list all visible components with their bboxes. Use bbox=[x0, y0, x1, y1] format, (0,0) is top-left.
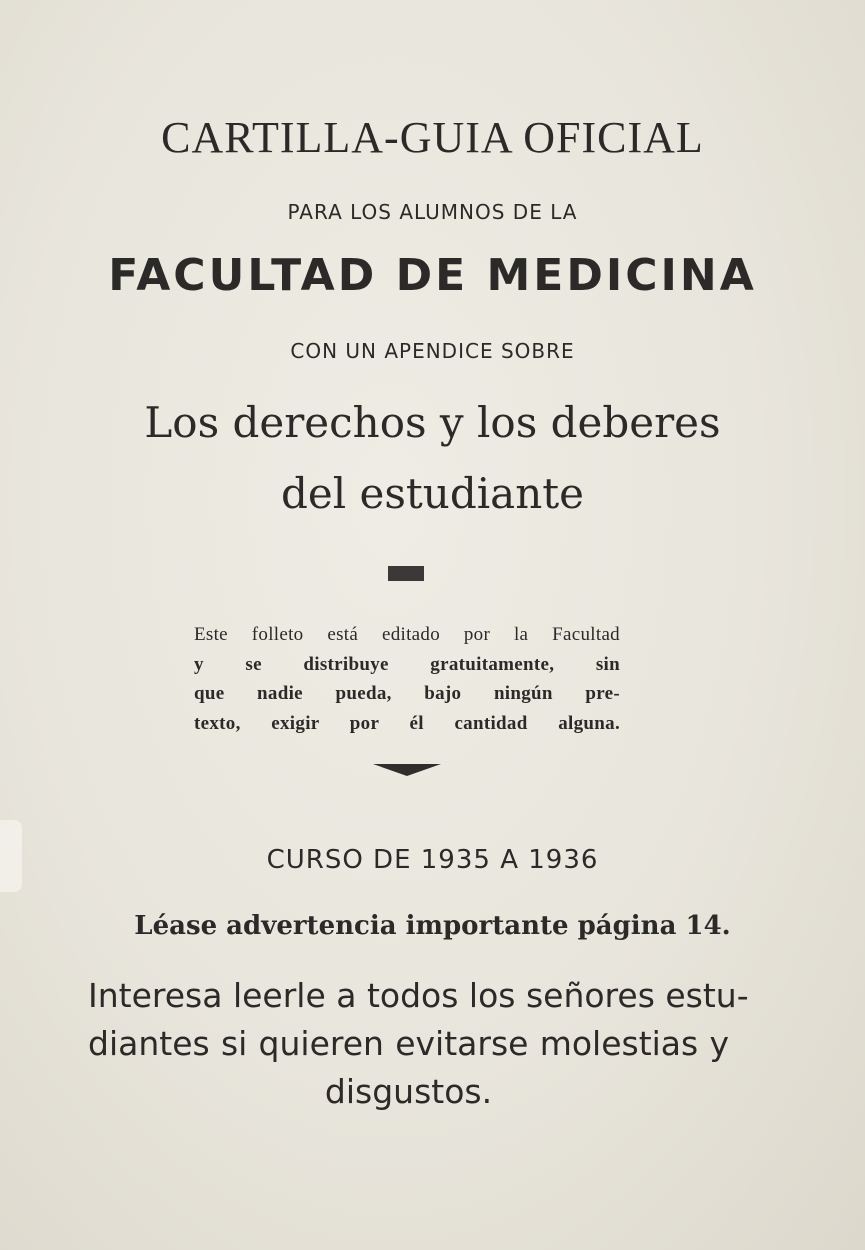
notice-line: y se distribuye gratuitamente, sin bbox=[194, 653, 620, 675]
notice-line: que nadie pueda, bajo ningún pre- bbox=[194, 683, 620, 704]
ornament-bar bbox=[388, 566, 424, 581]
faculty-name: FACULTAD DE MEDICINA bbox=[108, 250, 757, 301]
cover-subtitle-1: PARA LOS ALUMNOS DE LA bbox=[287, 200, 578, 224]
interest-line: Interesa leerle a todos los señores estu- bbox=[88, 976, 749, 1015]
free-distribution-notice bbox=[194, 620, 620, 738]
cover-title: CARTILLA-GUIA OFICIAL bbox=[161, 113, 704, 162]
cover-subtitle-2: CON UN APENDICE SOBRE bbox=[290, 339, 575, 363]
notice-line: Este folleto está editado por la Facultad bbox=[194, 624, 620, 645]
notice-line: texto, exigir por él cantidad alguna. bbox=[194, 712, 620, 734]
heading-line-2: del estudiante bbox=[280, 469, 584, 518]
warning-note: Léase advertencia importante página 14. bbox=[134, 911, 731, 941]
ornament-triangle bbox=[373, 764, 441, 776]
interest-line: diantes si quieren evitarse molestias y bbox=[88, 1024, 729, 1063]
heading-line-1: Los derechos y los deberes bbox=[144, 398, 721, 447]
interest-line: disgustos. bbox=[324, 1072, 493, 1111]
course-years: CURSO DE 1935 A 1936 bbox=[266, 845, 599, 875]
interest-note bbox=[88, 972, 749, 1116]
